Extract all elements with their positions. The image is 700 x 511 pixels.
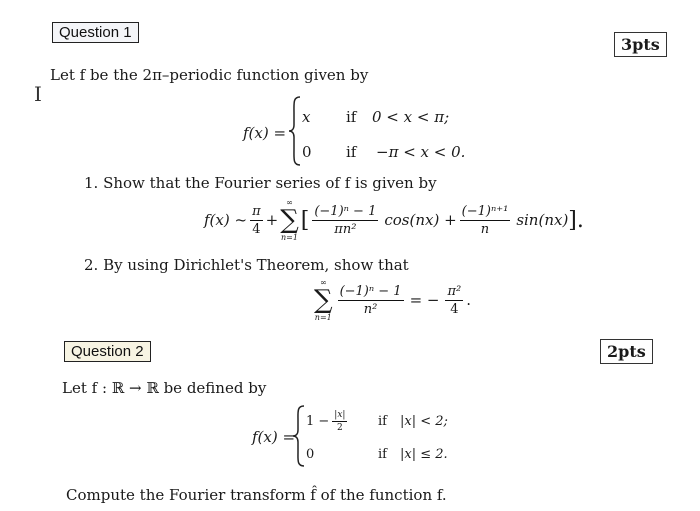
dirichlet-sum-formula — [312, 278, 471, 322]
frac-den: n — [480, 221, 490, 237]
fraction-sum-term — [338, 284, 404, 317]
frac-num: π — [252, 203, 261, 219]
q1-case2-if: if — [346, 143, 357, 161]
question-2-intro: Let f : ℝ → ℝ be defined by — [62, 379, 267, 397]
left-brace-icon — [288, 95, 302, 167]
q2-case2-value: 0 — [306, 447, 315, 462]
frac-den: 4 — [252, 221, 261, 237]
period: . — [466, 291, 472, 309]
frac-den: n² — [363, 301, 378, 317]
question-2-task: Compute the Fourier transform f̂ of the function f. — [66, 486, 447, 504]
question-2-label: Question 2 — [64, 341, 151, 362]
sum-lower: n=1 — [314, 313, 332, 322]
fraction-pi-squared-over-4 — [445, 284, 463, 317]
series-lhs: f(x) ~ — [204, 211, 248, 229]
frac-den: 4 — [450, 301, 459, 317]
q2-case2-if: if — [378, 447, 387, 462]
q1-case2-value: 0 — [302, 143, 312, 161]
summation — [314, 278, 333, 322]
fraction-cos-coeff — [312, 204, 378, 237]
q2-piecewise-lhs: f(x) = — [252, 428, 296, 446]
bracket-open: [ — [300, 207, 310, 233]
frac-num: |x| — [334, 410, 346, 420]
question-2-points: 2pts — [600, 339, 653, 364]
frac-den: πn² — [334, 221, 357, 237]
question-1-intro: Let f be the 2π–periodic function given by — [50, 66, 369, 84]
fraction-abs-x-over-2 — [332, 410, 347, 433]
frac-num: π² — [447, 283, 462, 299]
frac-num: (−1)ⁿ − 1 — [339, 283, 402, 299]
q2-case1-if: if — [378, 414, 387, 429]
plus-sign: + — [265, 211, 279, 229]
frac-den: 2 — [337, 423, 343, 433]
q1-case2-condition: −π < x < 0. — [376, 143, 466, 161]
text-cursor-icon: I — [34, 82, 42, 106]
fraction-sin-coeff — [460, 204, 511, 237]
question-1-label: Question 1 — [52, 22, 139, 43]
part-2-text: 2. By using Dirichlet's Theorem, show that — [84, 256, 409, 274]
frac-num: (−1)ⁿ⁺¹ — [461, 203, 509, 219]
q2-case1-condition: |x| < 2; — [400, 414, 448, 429]
left-brace-icon — [292, 404, 306, 468]
sum-upper: ∞ — [286, 198, 293, 207]
q1-case1-value: x — [302, 108, 311, 126]
question-1-points: 3pts — [614, 32, 667, 57]
sum-lower: n=1 — [280, 233, 298, 242]
piecewise-lhs: f(x) = — [243, 124, 287, 142]
frac-num: (−1)ⁿ − 1 — [314, 203, 377, 219]
fraction-pi-over-4 — [250, 204, 263, 237]
summation — [280, 198, 299, 242]
sigma-icon: ∑ — [280, 205, 299, 235]
q1-case1-if: if — [346, 108, 357, 126]
fourier-series-formula — [204, 198, 584, 242]
one-minus: 1 − — [306, 414, 330, 429]
cos-term: cos(nx) + — [384, 211, 457, 229]
sin-term: sin(nx) — [516, 211, 569, 229]
q2-case2-condition: |x| ≤ 2. — [400, 447, 448, 462]
part-1-text: 1. Show that the Fourier series of f is given by — [84, 174, 437, 192]
sigma-icon: ∑ — [314, 285, 333, 315]
q2-case1-value — [306, 410, 350, 433]
bracket-close: ]. — [568, 207, 584, 233]
sum-upper: ∞ — [319, 278, 327, 287]
equals-minus: = − — [409, 291, 440, 309]
q1-case1-condition: 0 < x < π; — [372, 108, 450, 126]
